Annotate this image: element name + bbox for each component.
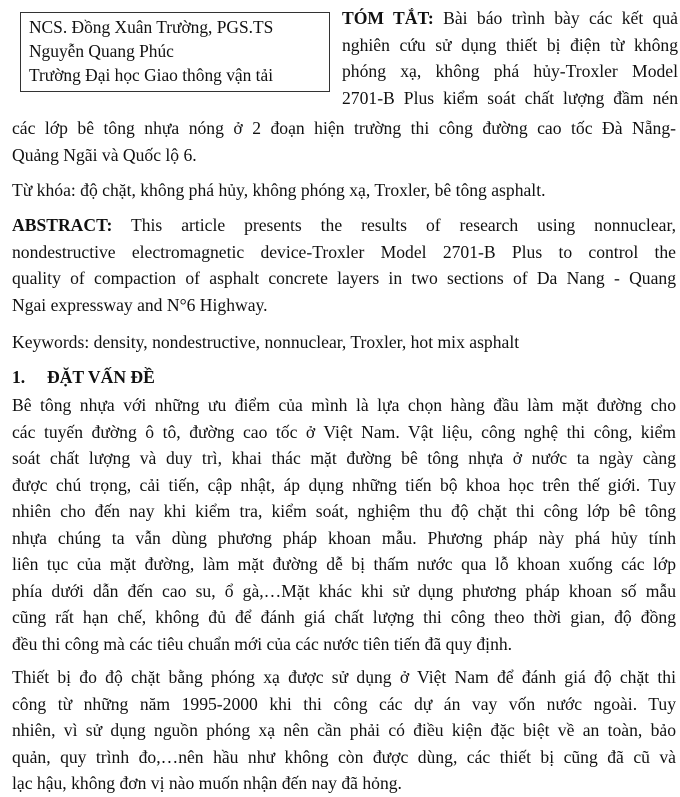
english-abstract — [12, 212, 676, 318]
tom-tat-line: phóng xạ, không phá hủy-Troxler Model — [342, 61, 678, 81]
abstract-line: ABSTRACT: This article presents the results of research using nonnuclear, — [12, 215, 676, 235]
tom-tat-continued — [12, 115, 676, 168]
abstract-label: ABSTRACT: — [12, 215, 113, 235]
keywords — [12, 329, 676, 356]
section1-paragraph1 — [12, 392, 676, 657]
section-title: ĐẶT VẤN ĐỀ — [47, 367, 155, 387]
abstract-line: quality of compaction of asphalt concrete layers in two sections of Da Nang - Quang — [12, 268, 676, 288]
author-box — [20, 12, 330, 92]
keywords-text: Keywords: density, nondestructive, nonnuclear, Troxler, hot mix asphalt — [12, 332, 520, 352]
paragraph-line: đều thi công mà các tiêu chuẩn mới của các nước tiên tiến đã quy định. — [12, 633, 513, 654]
paragraph-line: Bê tông nhựa với những ưu điểm của mình là lựa chọn hàng đầu làm mặt đường cho — [12, 395, 676, 415]
section-number: 1. — [12, 367, 26, 387]
affiliation-line: Trường Đại học Giao thông vận tải — [29, 65, 274, 85]
paragraph-line: nhựa chúng ta vẫn dùng phương pháp khoan mẫu. Phương pháp này phá hủy tính — [12, 527, 676, 548]
paragraph-line: phía dưới dẫn đến cao su, ổ gà,…Mặt khác khi sử dụng phương pháp khoan số mẫu — [12, 580, 676, 601]
paragraph-line: cũng rất hạn chế, không đủ để đánh giá chất lượng thi công theo thời gian, độ đồng — [12, 607, 676, 627]
section-heading — [12, 364, 676, 391]
paragraph-line: nhiên cho đến nay khi kiểm tra, kiểm soát, nghiệm thu độ chặt thi công lớp bê tông — [12, 501, 676, 521]
tom-tat-line: các lớp bê tông nhựa nóng ở 2 đoạn hiện trường thi công đường cao tốc Đà Nẵng- — [12, 118, 676, 138]
tom-tat-line: Quảng Ngãi và Quốc lộ 6. — [12, 144, 197, 165]
tom-tat-line: TÓM TẮT: Bài báo trình bày các kết quả — [342, 8, 678, 28]
tu-khoa — [12, 177, 676, 204]
paragraph-line: nhiên, vì sử dụng nguồn phóng xạ nên cần phải có điều kiện đặc biệt về an toàn, bảo — [12, 720, 676, 740]
author-line: NCS. Đồng Xuân Trường, PGS.TS — [29, 17, 274, 37]
paragraph-line: quản, quy trình đo,…nên hầu như không còn được dùng, các thiết bị cũng đã cũ và — [12, 746, 676, 767]
section1-paragraph2 — [12, 664, 676, 797]
paragraph-line: lạc hậu, không đơn vị nào muốn nhận đến nay đã hỏng. — [12, 773, 402, 793]
abstract-line: Ngai expressway and N°6 Highway. — [12, 294, 268, 315]
paragraph-line: soát chất lượng và duy trì, khai thác mặt đường bê tông nhựa ở nước ta ngày càng — [12, 448, 676, 468]
abstract-line: nondestructive electromagnetic device-Troxler Model 2701-B Plus to control the — [12, 241, 676, 262]
tu-khoa-text: Từ khóa: độ chặt, không phá hủy, không phóng xạ, Troxler, bê tông asphalt. — [12, 180, 546, 200]
tom-tat-label: TÓM TẮT: — [342, 8, 434, 28]
paragraph-line: các tuyến đường ô tô, đường cao tốc ở Việt Nam. Vật liệu, công nghệ thi công, kiểm — [12, 421, 676, 442]
paragraph-line: công từ những năm 1995-2000 khi thi công các dự án vay vốn nước ngoài. Tuy — [12, 693, 676, 714]
tom-tat-line: nghiên cứu sử dụng thiết bị điện từ không — [342, 34, 678, 55]
author-line: Nguyễn Quang Phúc — [29, 41, 174, 61]
paragraph-line: Thiết bị đo độ chặt bằng phóng xạ được sử dụng ở Việt Nam để đánh giá độ chặt thi — [12, 667, 676, 687]
tom-tat-abstract — [342, 5, 678, 111]
paragraph-line: được chú trọng, cải tiến, cập nhật, áp dụng những tiến bộ khoa học trên thế giới. Tuy — [12, 474, 676, 495]
paragraph-line: liên tục của mặt đường, làm mặt đường dễ bị thấm nước qua lỗ khoan xuống các lớp — [12, 554, 676, 574]
tom-tat-line: 2701-B Plus kiểm soát chất lượng đầm nén — [342, 87, 678, 108]
